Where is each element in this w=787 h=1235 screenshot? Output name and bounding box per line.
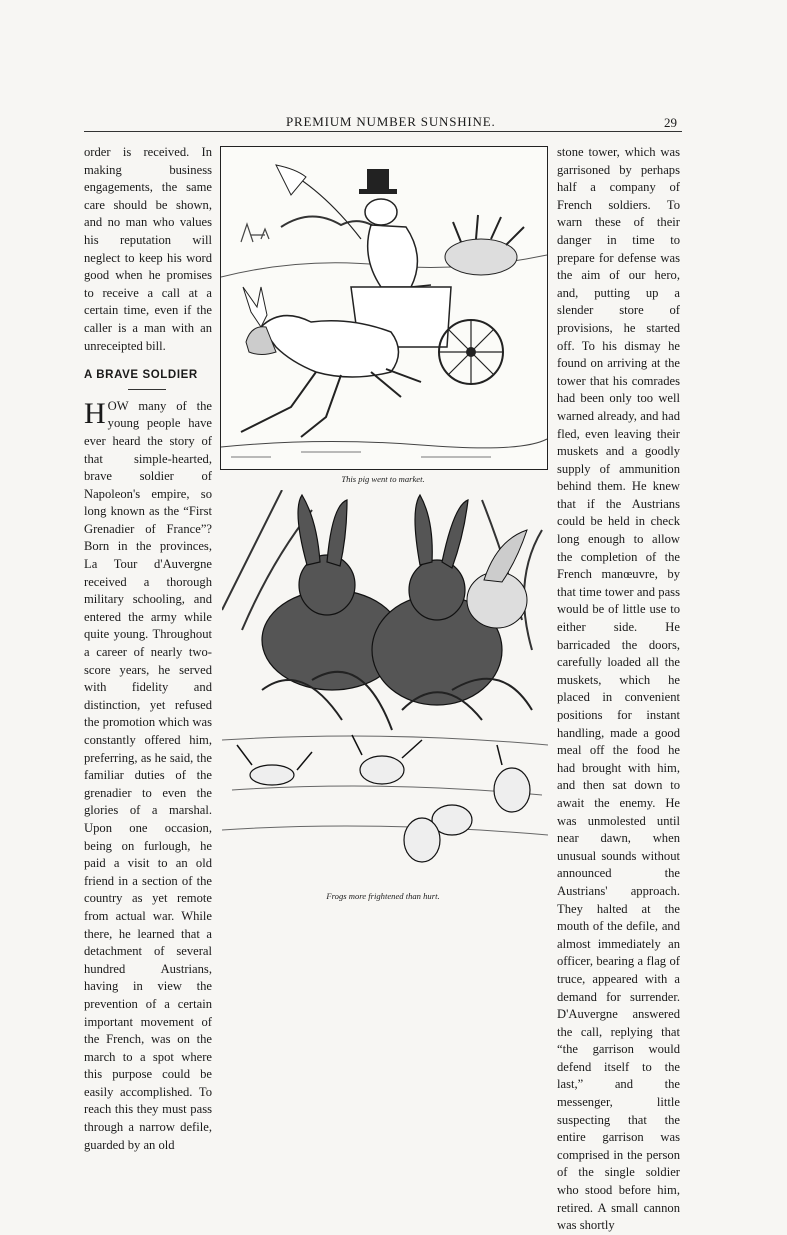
left-column	[84, 144, 212, 1154]
page-number: 29	[664, 115, 677, 130]
running-header	[82, 114, 682, 132]
header-rule	[84, 131, 682, 132]
figure-caption-1: This pig went to market.	[341, 474, 425, 484]
hares-frogs-drawing	[222, 490, 548, 884]
right-paragraph: stone tower, which was garrisoned by perhaps half a company of French soldiers. To warn these of their danger in time to prepare for defense was the aim of our hero, and, putting up a slender store of provisions, he started off. To his dismay he found on arriving at the tower that his comrades had been only too well warned already, and had fled, even leaving their muskets and a goodly supply of ammunition behind them. He knew that if the Austrians could be held in check long enough to allow the completion of the French manœuvre, by that time tower and pass would be of little use to either side. He barricaded the doors, carefully loaded all the muskets, which he placed in convenient positions for instant handling, made a good meal off the food he had brought with him, and then sat down to await the enemy. He was unmolested until near dawn, when unusual sounds without announced the Austrians' approach. They halted at the mouth of the defile, and almost immediately an officer, bearing a flag of truce, appeared with a demand for surrender. D'Auvergne answered the call, replying that “the garrison would defend itself to the last,” and the messenger, little suspecting that the entire garrison was comprised in the person of the single soldier who stood before him, retired. A small cannon was shortly	[557, 145, 680, 1233]
pig-cart-illustration	[220, 146, 548, 470]
right-column	[557, 144, 680, 1235]
heading-rule	[128, 389, 166, 390]
hares-frogs-illustration	[222, 490, 548, 884]
pig-cart-drawing	[221, 147, 547, 469]
section-heading: A BRAVE SOLDIER	[84, 369, 198, 382]
left-paragraph-story	[84, 398, 212, 1155]
figure-caption-2: Frogs more frightened than hurt.	[326, 891, 440, 901]
left-paragraph-continued: order is received. In making business engagements, the same care should be shown, and no man who values his reputation will neglect to keep his word good when he promises to receive a call at a certain time, even if the caller is a man with an unreceipted bill.	[84, 145, 212, 353]
header-title: PREMIUM NUMBER SUNSHINE.	[286, 114, 496, 129]
story-text: OW many of the young people have ever heard the story of that simple-hearted, brave soldier of Napoleon's empire, so long known as the “First Grenadier of France”? Born in the provinces, La Tour d'Auvergne received a thorough military schooling, and entered the army while quite young. Throughout a career of nearly two-score years, he served with fidelity and distinction, yet refused the promotion which was constantly offered him, preferring, as he said, the familiar duties of the grenadier to even the glories of a marshal. Upon one occasion, being on furlough, he paid a visit to an old friend in a section of the country as yet remote from actual war. While there, he learned that a detachment of several hundred Austrians, having in view the prevention of a certain important movement of the French, was on the march to a spot where this purpose could be easily accomplished. To reach this they must pass through a narrow defile, guarded by an old	[84, 398, 212, 1152]
drop-cap: H	[84, 396, 106, 430]
